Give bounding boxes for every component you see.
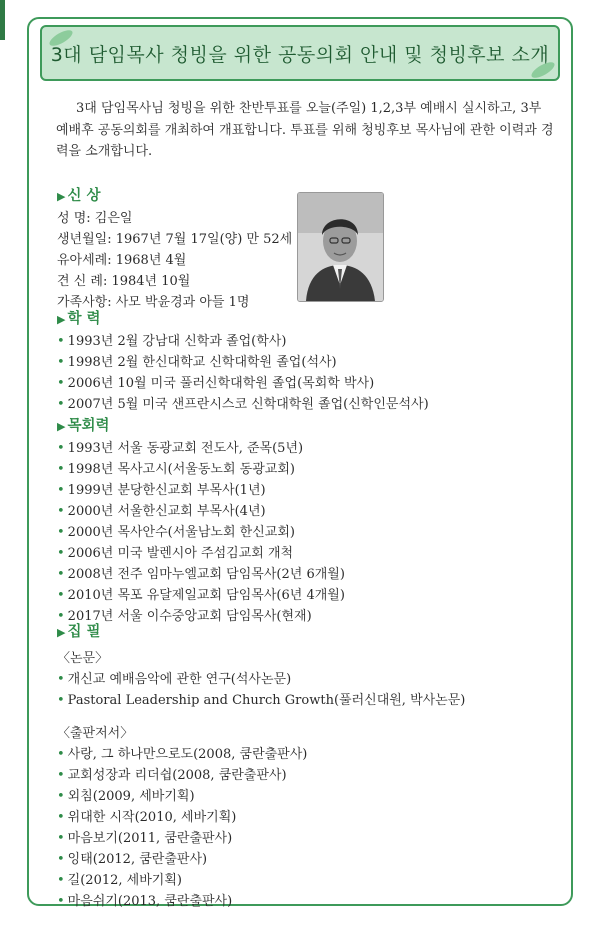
thesis-item: • Pastoral Leadership and Church Growth(풀러신대원, 박사논문) <box>57 689 465 708</box>
section-heading-education: ▶ 학 력 <box>57 311 101 327</box>
book-item: • 잉태(2012, 쿰란출판사) <box>57 848 207 867</box>
section-heading-writing: ▶ 집 필 <box>57 624 101 640</box>
ministry-item: • 2000년 목사안수(서울남노회 한신교회) <box>57 521 295 540</box>
book-item: • 길(2012, 세바기획) <box>57 869 182 888</box>
ministry-item: • 2017년 서울 이수중앙교회 담임목사(현재) <box>57 605 312 624</box>
book-item: • 사랑, 그 하나만으로도(2008, 쿰란출판사) <box>57 743 307 762</box>
education-item: • 2007년 5월 미국 샌프란시스코 신학대학원 졸업(신학인문석사) <box>57 393 429 412</box>
ministry-item: • 2000년 서울한신교회 부목사(4년) <box>57 500 266 519</box>
book-item: • 외침(2009, 세바기획) <box>57 785 195 804</box>
ministry-item: • 2008년 전주 임마누엘교회 담임목사(2년 6개월) <box>57 563 345 582</box>
book-item: • 마음보기(2011, 쿰란출판사) <box>57 827 232 846</box>
books-label: 〈출판저서〉 <box>57 726 134 741</box>
section-heading-ministry: ▶ 목회력 <box>57 418 110 434</box>
book-item: • 교회성장과 리더쉽(2008, 쿰란출판사) <box>57 764 287 783</box>
education-item: • 1993년 2월 강남대 신학과 졸업(학사) <box>57 330 286 349</box>
education-item: • 2006년 10월 미국 풀러신학대학원 졸업(목회학 박사) <box>57 372 374 391</box>
ministry-item: • 2006년 미국 발렌시아 주섬김교회 개척 <box>57 542 293 561</box>
page-title: 3대 담임목사 청빙을 위한 공동의회 안내 및 청빙후보 소개 <box>50 44 550 66</box>
triangle-bullet-icon: ▶ <box>57 626 66 639</box>
profile-row: 가족사항: 사모 박윤경과 아들 1명 <box>57 295 250 310</box>
ministry-item: • 2010년 목포 유달제일교회 담임목사(6년 4개월) <box>57 584 345 603</box>
triangle-bullet-icon: ▶ <box>57 190 66 203</box>
book-item: • 마음쉬기(2013, 쿰란출판사) <box>57 890 232 909</box>
profile-row: 견 신 례: 1984년 10월 <box>57 274 191 289</box>
ministry-item: • 1998년 목사고시(서울동노회 동광교회) <box>57 458 295 477</box>
page-edge-marker <box>0 0 5 40</box>
triangle-bullet-icon: ▶ <box>57 313 66 326</box>
title-banner <box>40 25 560 81</box>
thesis-label: 〈논문〉 <box>57 651 109 666</box>
book-item: • 위대한 시작(2010, 세바기획) <box>57 806 236 825</box>
section-heading-profile: ▶ 신 상 <box>57 188 101 204</box>
education-item: • 1998년 2월 한신대학교 신학대학원 졸업(석사) <box>57 351 337 370</box>
profile-row: 생년월일: 1967년 7월 17일(양) 만 52세 <box>57 232 293 247</box>
thesis-item: • 개신교 예배음악에 관한 연구(석사논문) <box>57 668 291 687</box>
profile-row: 유아세례: 1968년 4월 <box>57 253 187 268</box>
ministry-item: • 1993년 서울 동광교회 전도사, 준목(5년) <box>57 437 303 456</box>
portrait-photo <box>297 192 384 302</box>
triangle-bullet-icon: ▶ <box>57 420 66 433</box>
profile-row: 성 명: 김은일 <box>57 211 133 226</box>
intro-paragraph: 3대 담임목사님 청빙을 위한 찬반투표를 오늘(주일) 1,2,3부 예배시 실시하고, 3부 예배후 공동의회를 개최하여 개표합니다. 투표를 위해 청빙후보 목사님에 관한 이력과 경력을 소개합니다. <box>56 101 554 159</box>
ministry-item: • 1999년 분당한신교회 부목사(1년) <box>57 479 266 498</box>
